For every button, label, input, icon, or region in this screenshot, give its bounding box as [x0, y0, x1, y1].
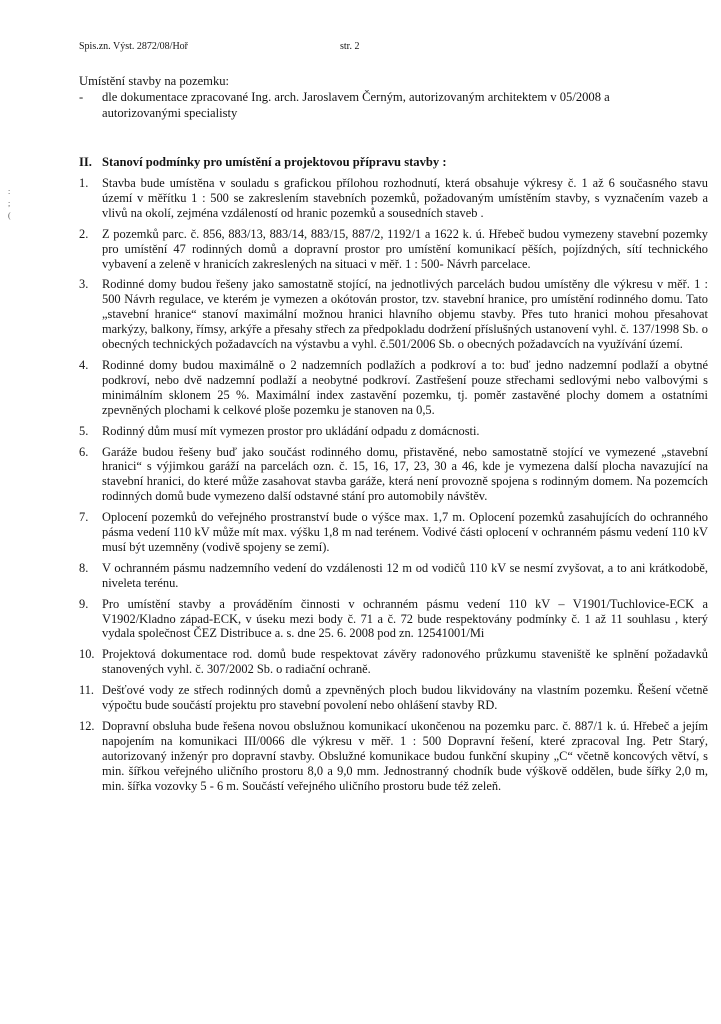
item-text: Dešťové vody ze střech rodinných domů a zpevněných ploch budou likvidovány na vlastním pozemku. Řešení včetně výpočtu bude součástí projektu pro stavební povolení nebo ohlášení stavby RD. [102, 683, 708, 713]
item-number: 6. [79, 444, 89, 459]
item-text: Pro umístění stavby a prováděním činnosti v ochranném pásmu vedení 110 kV – V1901/Tuchlovice-ECK a V1902/Kladno západ-ECK, v úseku mezi body č. 71 a č. 72 bude respektovány podmínky č. 1 až 11 souhlasu , který vydala společnost ČEZ Distribuce a. s. dne 25. 6. 2008 pod zn. 12541001/Mi [102, 596, 708, 641]
placement-bullet [79, 90, 679, 121]
item-number: 10. [79, 647, 95, 662]
list-item [79, 647, 708, 677]
margin-marks: : ; ( [8, 187, 11, 220]
placement-block [79, 74, 679, 121]
item-text: V ochranném pásmu nadzemního vedení do vzdálenosti 12 m od vodičů 110 kV se nesmí zvyšovat, a to ani krátkodobě, niveleta terénu. [102, 560, 708, 590]
document-reference: Spis.zn. Výst. 2872/08/Hoř [79, 41, 188, 52]
list-item [79, 597, 708, 642]
item-text: Rodinný dům musí mít vymezen prostor pro ukládání odpadu z domácnosti. [102, 423, 480, 438]
item-text: Garáže budou řešeny buď jako součást rodinného domu, přistavěné, nebo samostatně stojící ve vymezené „stavební hranici“ s výjimkou garáží na parcelách ozn. č. 15, 16, 17, 23, 30 a 46, kde je vymezena další plocha navazující na stavební hranici, do které může zasahovat stavba garáže, která není provozně spojena s rodinným domem. Na pozemcích rodinných domů bude vymezeno další odstavné stání pro automobily návštěv. [102, 444, 708, 504]
list-item [79, 445, 708, 505]
list-item [79, 277, 708, 352]
item-number: 8. [79, 560, 89, 575]
list-item [79, 358, 708, 418]
item-number: 12. [79, 719, 95, 733]
item-text: Dopravní obsluha bude řešena novou obslužnou komunikací ukončenou na pozemku parc. č. 887/1 k. ú. Hřebeč a jejím napojením na komunikaci III/0066 dle výkresu v měř. 1 : 500 Dopravní řešení, které zpracoval Ing. Petr Starý, autorizovaný inženýr pro dopravní stavby. Obslužné komunikace budou funkční skupiny „C“ včetně koncových větví, s min. šířkou veřejného uličního prostoru 8,0 a 9,0 mm. Jednostranný chodník bude výškově oddělen, bude šířky 2,0 m, min. šířka vozovky 5 - 6 m. Součástí veřejného uličního prostoru bude též zeleň. [102, 719, 708, 793]
item-text: Rodinné domy budou řešeny jako samostatně stojící, na jednotlivých parcelách budou umístěny dle výkresu v měř. 1 : 500 Návrh regulace, ve kterém je vymezen a okótován prostor, tzv. stavební hranice, pro umístění rodinného domu. Tato „stavební hranice“ stanoví maximální možnou hranici hlavního objemu stavby. Přes tuto hranici mohou přesahovat markýzy, balkony, římsy, arkýře a přesahy střech za předpokladu dodržení příslušných ustanovení vyhl. č. 137/1998 Sb. o obecných technických požadavcích na výstavbu a vyhl. č.501/2006 Sb. o obecných požadavcích na využívání území. [102, 277, 708, 352]
placement-text: dle dokumentace zpracované Ing. arch. Jaroslavem Černým, autorizovaným architektem v 05/2008 a autorizovanými specialisty [102, 90, 610, 120]
list-item [79, 510, 708, 555]
item-number: 3. [79, 277, 89, 292]
list-item [79, 424, 708, 439]
list-item [79, 719, 708, 794]
placement-heading: Umístění stavby na pozemku: [79, 74, 230, 88]
conditions-list [79, 176, 708, 794]
page-number: str. 2 [340, 41, 360, 52]
item-text: Stavba bude umístěna v souladu s grafickou přílohou rozhodnutí, která obsahuje výkresy č. 1 až 6 současného stavu území v měřítku 1 : 500 se zakreslením stavebních pozemků, požadovaným umístěním stavby, s vyznačením vazeb a vlivů na okolí, zejména vzdáleností od hranic pozemků a sousedních staveb . [102, 176, 708, 220]
list-item [79, 227, 708, 272]
list-item [79, 683, 708, 713]
list-item [79, 561, 708, 591]
item-text: Oplocení pozemků do veřejného prostranství bude o výšce max. 1,7 m. Oplocení pozemků zasahujících do ochranného pásma vedení 110 kV může mít max. výšku 1,8 m nad terénem. Vodivé části oplocení v ochranném pásmu vedení 110 kV musí být uzemněny (vodivě spojeny se zemí). [102, 510, 708, 554]
item-text: Rodinné domy budou maximálně o 2 nadzemních podlažích a podkroví a to: buď jedno nadzemní podlaží a obytné podkroví, nebo dvě nadzemní podlaží a neobytné podkroví. Zastřešení pouze střechami sedlovými nebo valbovými s minimálním sklonem 25 %. Maximální index zastavění pozemku, tj. poměr zastavěné plochy domem a ostatními zpevněných plochami k celkové ploše pozemku je stanoven na 0,5. [102, 357, 708, 417]
item-number: 1. [79, 176, 89, 190]
section-number: II. [79, 155, 92, 169]
section-heading [79, 155, 447, 170]
item-text: Z pozemků parc. č. 856, 883/13, 883/14, 883/15, 887/2, 1192/1 a 1622 k. ú. Hřebeč budou vymezeny stavební pozemky pro umístění 47 rodinných domů a dopravní prostor pro umístění komunikací pěších, pojízdných, sítí technického vybavení a zeleně v hranicích zakreslených na situaci v měř. 1 : 500- Návrh parcelace. [102, 226, 708, 271]
item-number: 2. [79, 226, 89, 241]
bullet-dash: - [79, 90, 84, 105]
item-number: 7. [79, 510, 89, 525]
item-text: Projektová dokumentace rod. domů bude respektovat závěry radonového průzkumu staveniště ke splnění požadavků stanovených vyhl. č. 307/2002 Sb. o radiační ochraně. [102, 647, 708, 677]
section-title: Stanoví podmínky pro umístění a projektovou přípravu stavby : [102, 155, 447, 169]
item-number: 5. [79, 423, 89, 438]
item-number: 11. [79, 683, 95, 698]
item-number: 9. [79, 596, 89, 611]
item-number: 4. [79, 357, 89, 372]
list-item [79, 176, 708, 221]
